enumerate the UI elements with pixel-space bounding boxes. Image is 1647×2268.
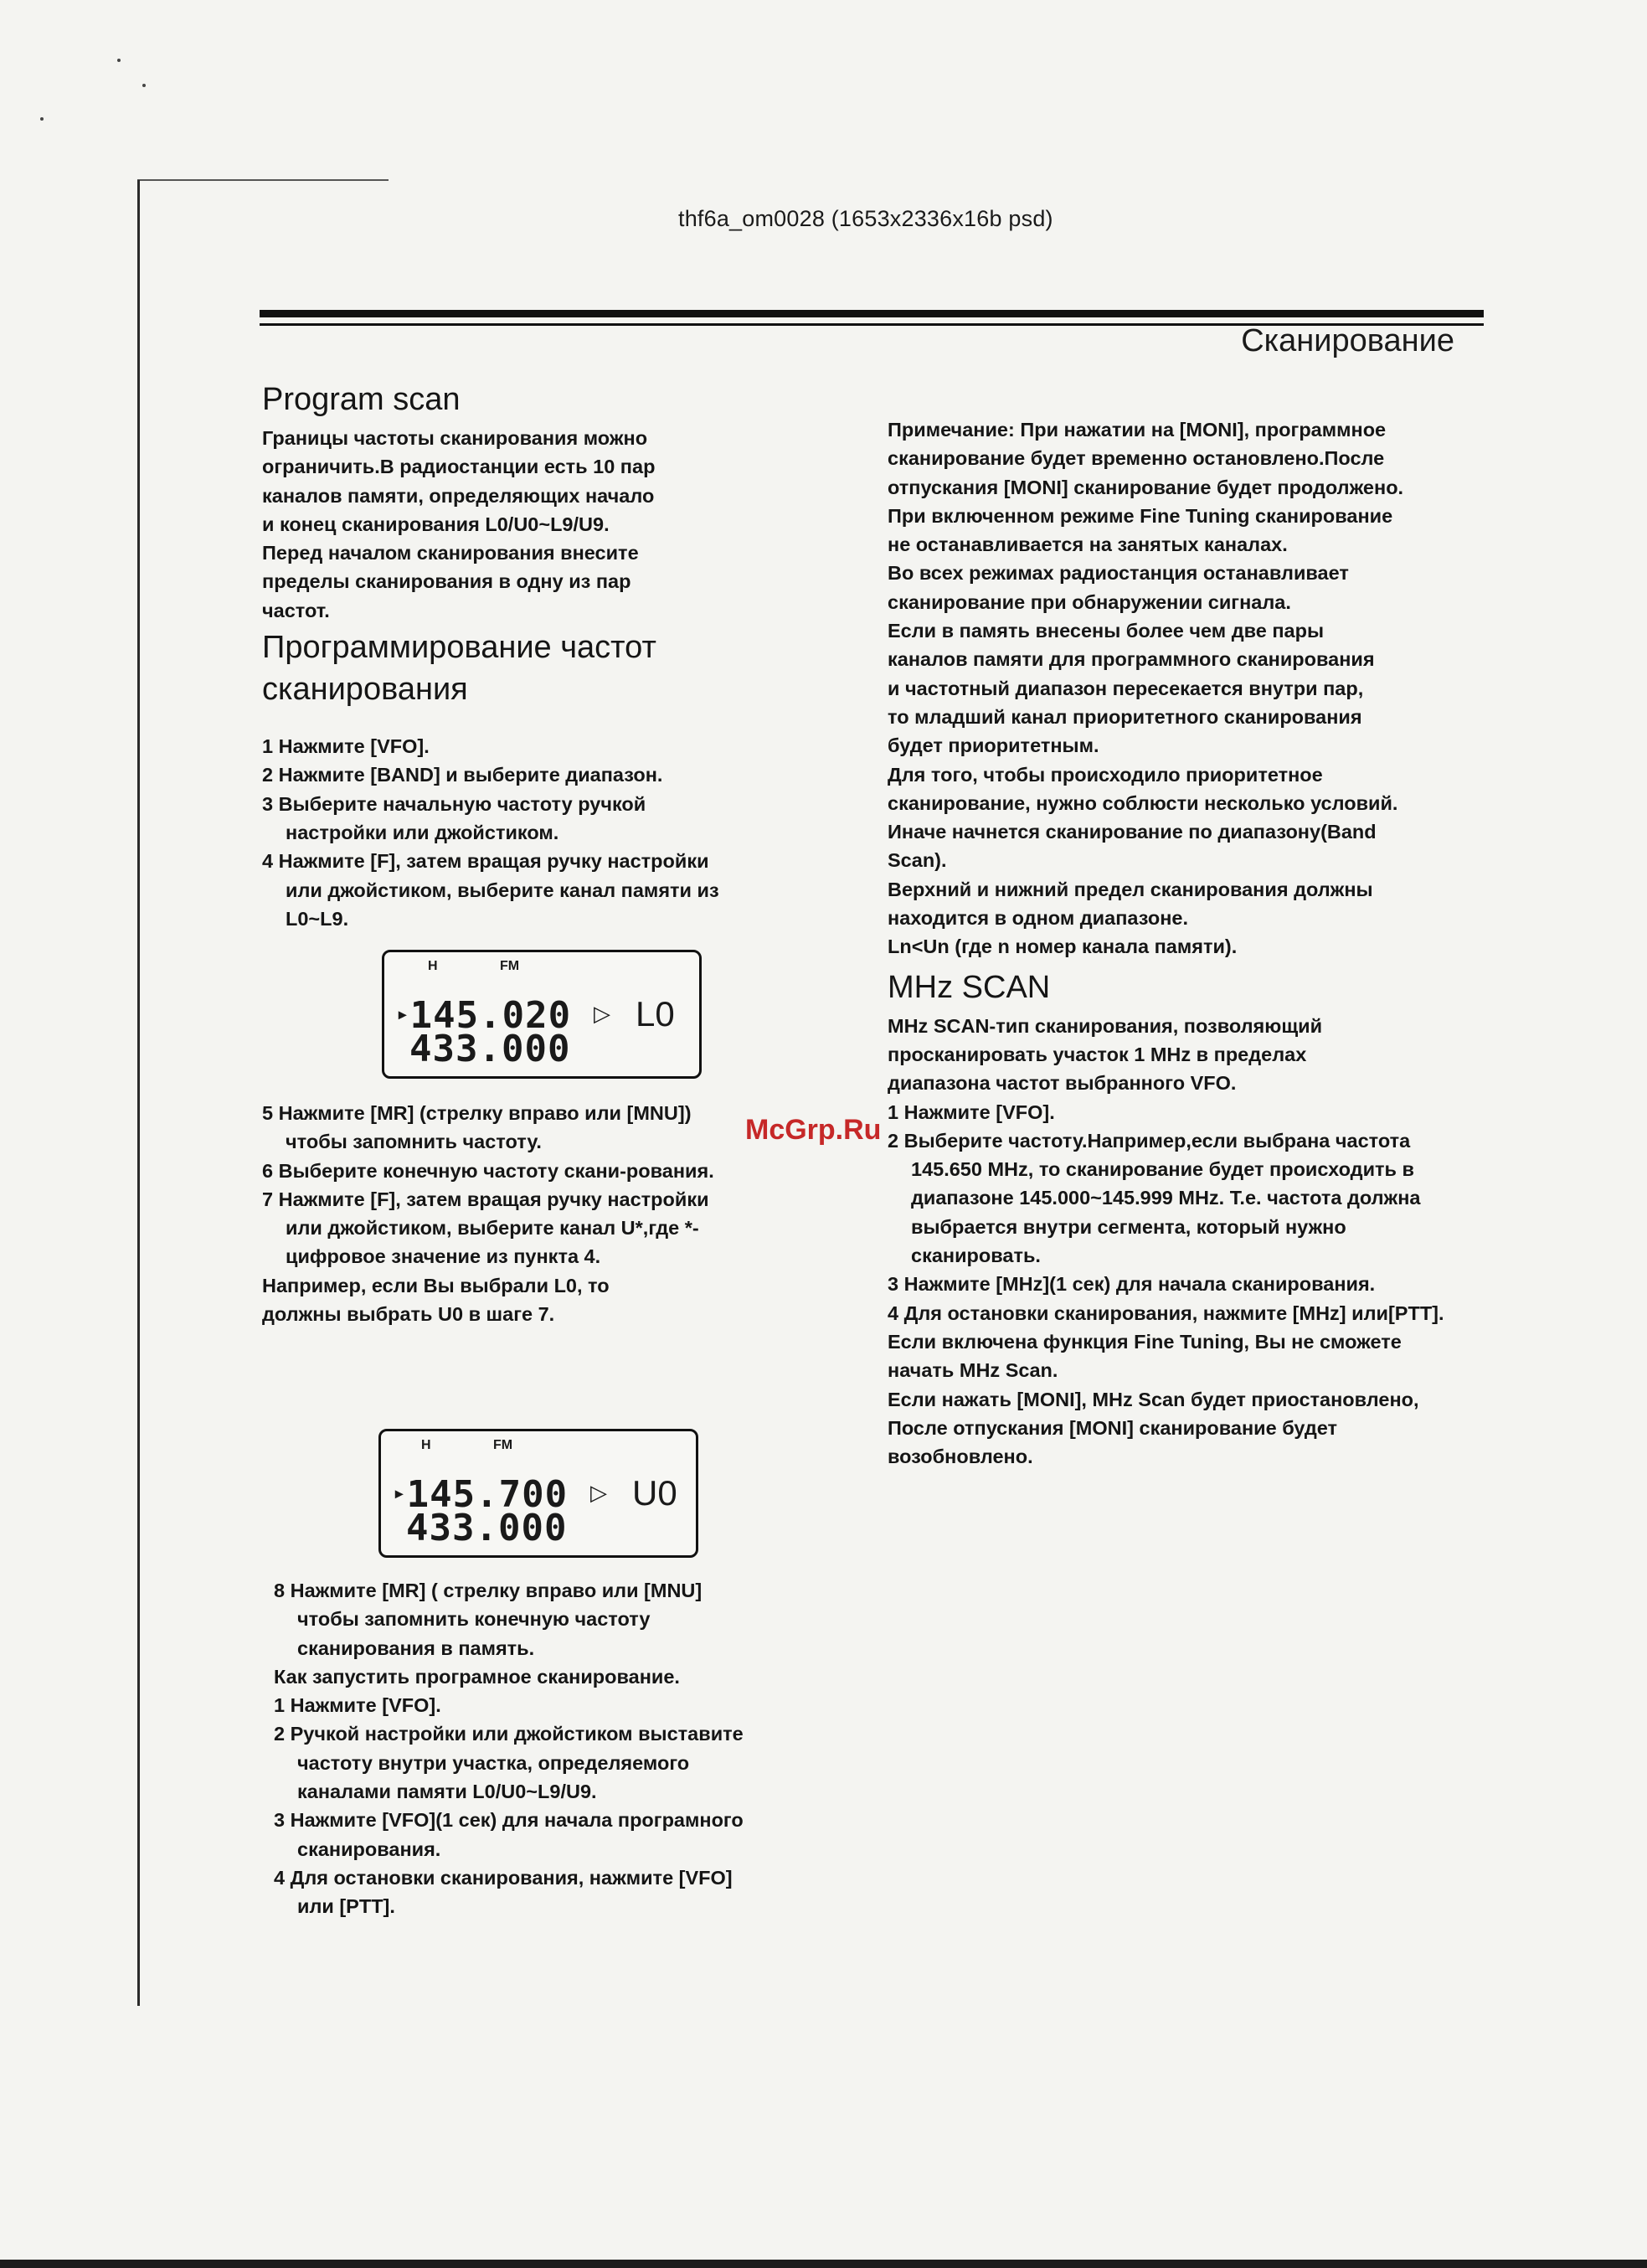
step-item: 4 Нажмите [F], затем вращая ручку настройки или джойстиком, выберите канал памяти из L0~L9. [262,850,719,930]
lcd-cursor-icon: ▸ [393,1481,407,1506]
note-line: каналов памяти для программного сканирования [888,648,1375,671]
note-line: сканирование, нужно соблюсти несколько условий. [888,791,1398,814]
mhz-intro-line: диапазона частот выбранного VFO. [888,1072,1237,1095]
lcd-display-start [382,950,702,1079]
left-column-mid [262,1099,731,1328]
intro-line: частот. [262,599,330,621]
example-line: Например, если Вы выбрали L0, то [262,1274,610,1296]
programming-title-line: сканирования [262,672,468,708]
file-label: thf6a_om0028 (1653x2336x16b psd) [678,206,1053,231]
mhz-note-line: возобновлено. [888,1446,1033,1468]
intro-line: пределы сканирования в одну из пар [262,570,631,593]
intro-line: ограничить.В радиостанции есть 10 пар [262,456,656,478]
step-item: 6 Выберите конечную частоту скани-рования. [262,1159,714,1182]
mhz-intro-line: MHz SCAN-тип сканирования, позволяющий [888,1014,1323,1037]
note-line: отпускания [MONI] сканирование будет продолжено. [888,476,1404,498]
lcd-channel: U0 [632,1473,677,1513]
program-scan-title: Program scan [262,382,461,417]
note-line: Во всех режимах радиостанция останавливает [888,562,1349,585]
fm-indicator: FM [493,1438,513,1452]
intro-line: и конец сканирования L0/U0~L9/U9. [262,513,610,535]
scan-speck [40,117,44,121]
note-line: Для того, чтобы происходило приоритетное [888,763,1323,786]
scan-edge-bottom [0,2260,1647,2268]
lcd-display-end [378,1429,698,1558]
step-item: 2 Нажмите [BAND] и выберите диапазон. [262,764,663,786]
note-line: то младший канал приоритетного сканирования [888,705,1362,728]
step-item: 2 Ручкой настройки или джойстиком выставите частоту внутри участка, определяемого каналами памяти L0/U0~L9/U9. [274,1723,744,1803]
lcd-freq-top: 145.020 [409,994,572,1037]
note-line: находится в одном диапазоне. [888,907,1188,930]
step-item: 8 Нажмите [MR] ( стрелку вправо или [MNU] чтобы запомнить конечную частоту сканирования в память. [274,1580,703,1659]
lcd-freq-top: 145.700 [406,1473,569,1516]
note-line: Ln<Un (где n номер канала памяти). [888,936,1238,958]
note-line: Scan). [888,849,947,872]
programming-title-line: Программирование частот [262,630,656,666]
watermark: McGrp.Ru [745,1114,882,1146]
scan-edge-left [137,180,140,2006]
example-line: должны выбрать U0 в шаге 7. [262,1303,555,1326]
step-item: 3 Нажмите [VFO](1 сек) для начала програмного сканирования. [274,1809,744,1860]
mhz-intro [888,1012,1524,1098]
step-item: 7 Нажмите [F], затем вращая ручку настройки или джойстиком, выберите канал U*,где *-цифровое значение из пункта 4. [262,1188,709,1268]
scan-speck [117,59,121,62]
mhz-steps [888,1098,1474,1327]
steps-start [262,732,731,933]
scan-speck [142,84,146,87]
mhz-intro-line: просканировать участок 1 MHz в пределах [888,1043,1307,1065]
mhz-note-line: начать MHz Scan. [888,1359,1058,1382]
section-title: Сканирование [1241,323,1454,358]
note-line: и частотный диапазон пересекается внутри пар, [888,677,1364,699]
fm-indicator: FM [500,959,520,973]
step-item: 1 Нажмите [VFO]. [274,1694,441,1717]
note-line: сканирование будет временно остановлено.После [888,447,1385,470]
note-line: сканирование при обнаружении сигнала. [888,590,1291,613]
how-to-start-title: Как запустить програмное сканирование. [274,1665,680,1688]
lcd-cursor-icon: ▸ [396,1002,410,1027]
lcd-channel: L0 [636,994,675,1033]
mhz-scan-title: MHz SCAN [888,969,1051,1005]
note-line: При включенном режиме Fine Tuning сканирование [888,504,1393,527]
lcd-freq-bottom: 433.000 [406,1507,568,1549]
triangle-icon: ▷ [590,1480,607,1505]
scan-edge-top [137,179,389,181]
program-scan-intro [262,424,773,625]
triangle-icon: ▷ [594,1001,610,1026]
step-item: 3 Выберите начальную частоту ручкой настройки или джойстиком. [262,792,646,843]
lcd-freq-bottom: 433.000 [409,1028,571,1070]
step-item: 1 Нажмите [VFO]. [888,1100,1055,1123]
note-line: Иначе начнется сканирование по диапазону(Band [888,821,1377,843]
mhz-note-line: Если нажать [MONI], MHz Scan будет приостановлено, [888,1388,1419,1410]
power-indicator: H [421,1438,431,1452]
header-rule-thick [260,310,1484,317]
mhz-note-line: Если включена функция Fine Tuning, Вы не сможете [888,1330,1402,1353]
step-item: 5 Нажмите [MR] (стрелку вправо или [MNU]) чтобы запомнить частоту. [262,1102,692,1153]
step-item: 4 Для остановки сканирования, нажмите [MHz] или[PTT]. [888,1302,1444,1324]
step-item: 3 Нажмите [MHz](1 сек) для начала сканирования. [888,1273,1376,1296]
note-line: не останавливается на занятых каналах. [888,533,1288,556]
intro-line: Границы частоты сканирования можно [262,427,648,449]
left-column-bottom [274,1576,759,1921]
step-item: 2 Выберите частоту.Например,если выбрана частота 145.650 MHz, то сканирование будет происходить в диапазоне 145.000~145.999 MHz. Т.е. частота должна выбрается внутри сегмента, который нужно сканировать. [888,1129,1421,1267]
step-item: 1 Нажмите [VFO]. [262,735,430,758]
right-column-notes [888,415,1524,1471]
intro-line: Перед началом сканирования внесите [262,542,639,564]
step-item: 4 Для остановки сканирования, нажмите [VFO] или [PTT]. [274,1866,733,1918]
power-indicator: H [428,959,438,973]
note-line: будет приоритетным. [888,735,1099,757]
intro-line: каналов памяти, определяющих начало [262,484,655,507]
note-line: Примечание: При нажатии на [MONI], программное [888,419,1387,441]
note-line: Если в память внесены более чем две пары [888,620,1325,642]
mhz-note-line: После отпускания [MONI] сканирование будет [888,1416,1338,1439]
left-column-top [262,379,773,933]
note-line: Верхний и нижний предел сканирования должны [888,878,1373,900]
